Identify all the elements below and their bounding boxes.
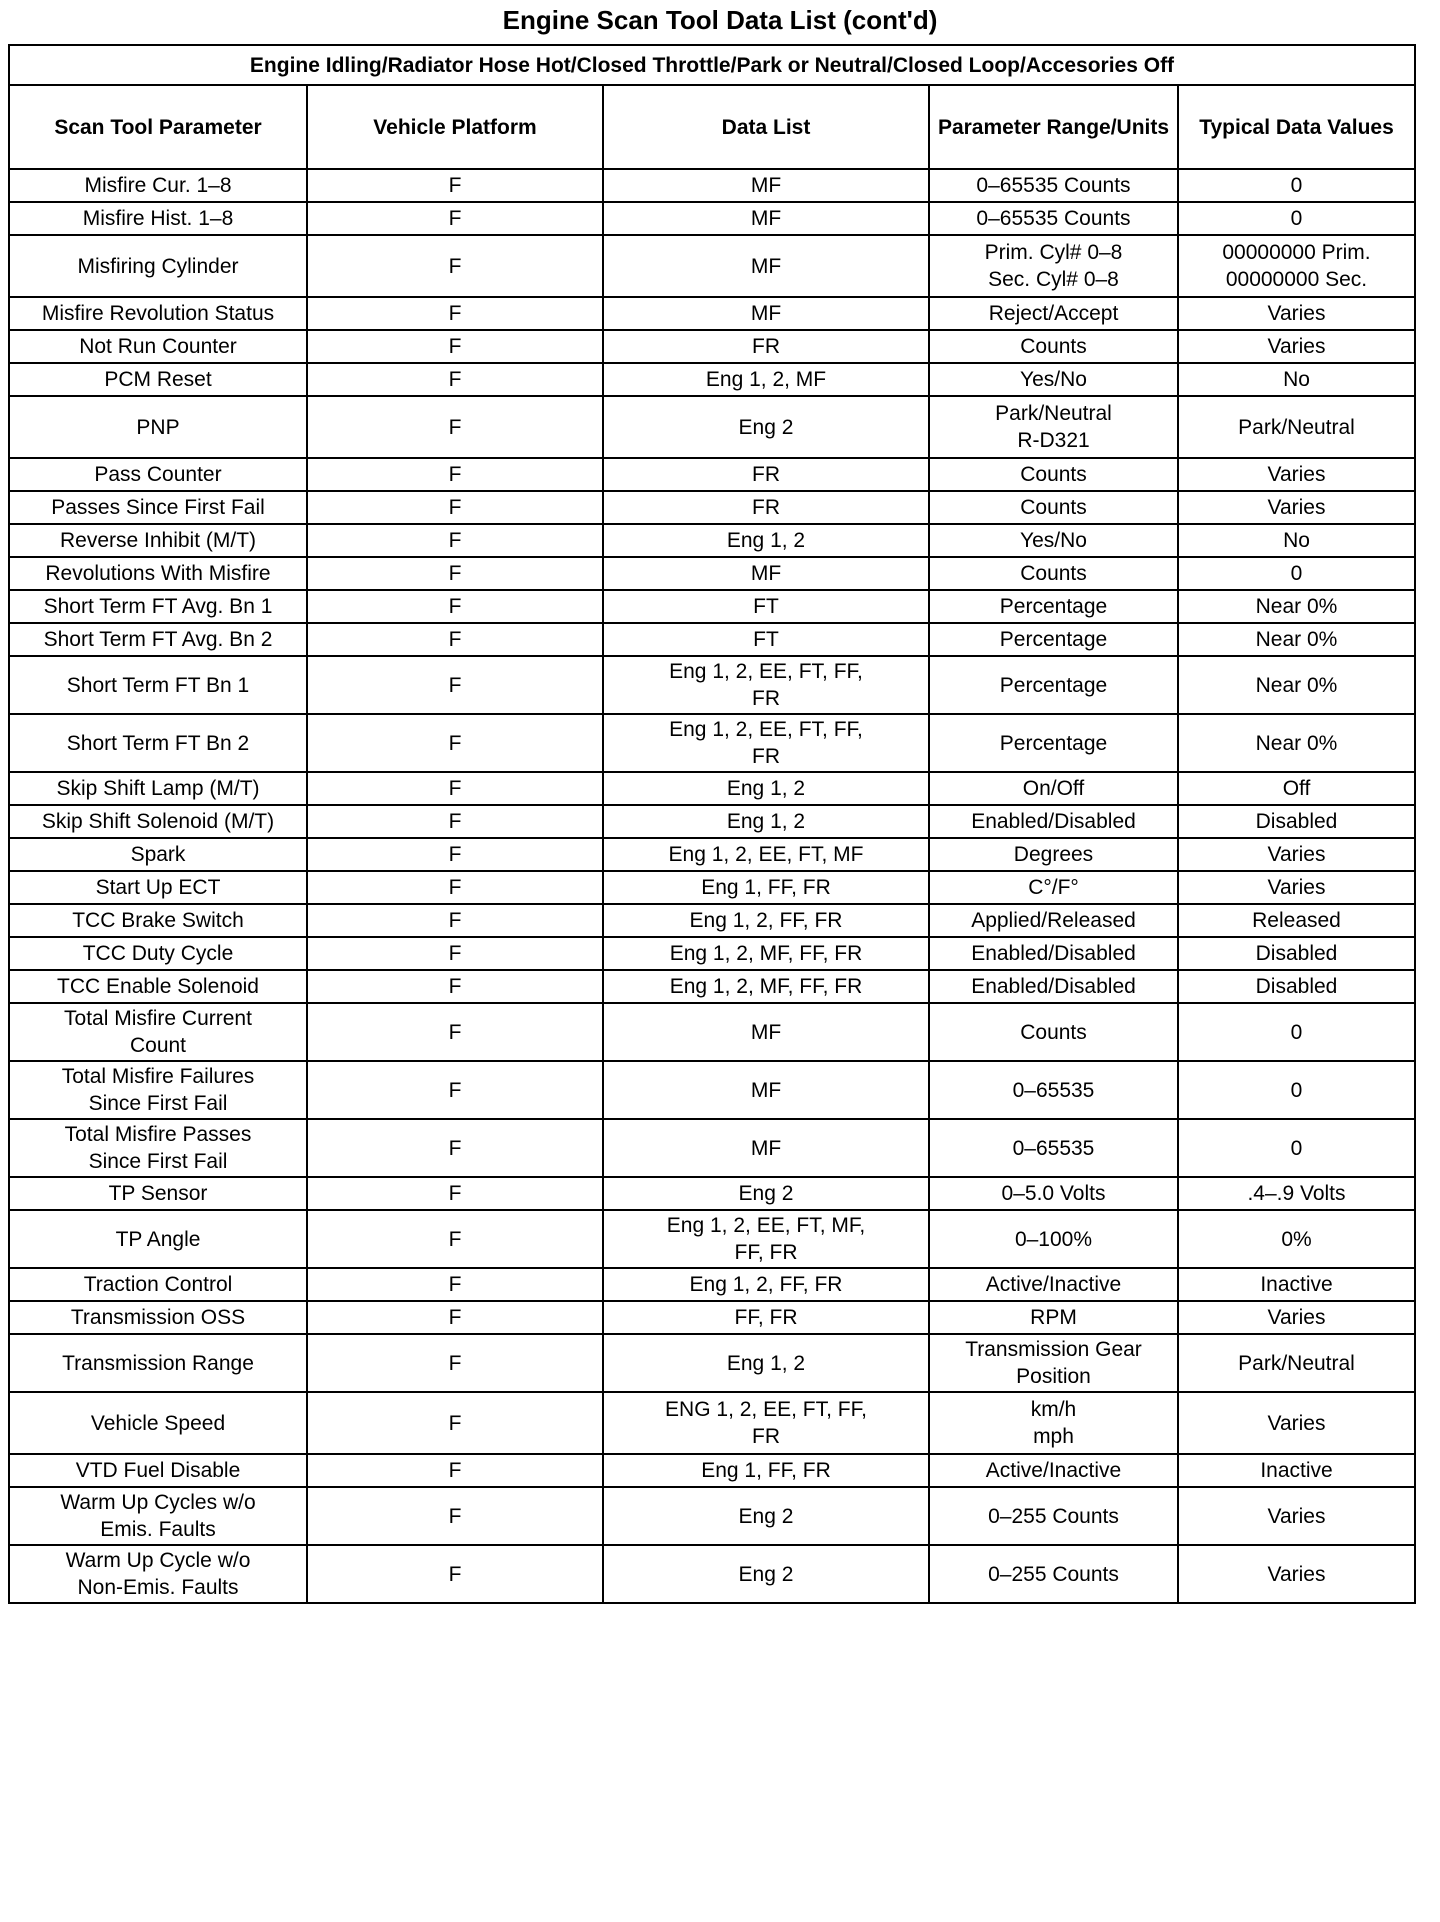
- platform-cell: F: [307, 970, 603, 1003]
- data-list-cell: Eng 1, 2, EE, FT, MF: [603, 838, 929, 871]
- platform-cell: F: [307, 202, 603, 235]
- range-units-cell: On/Off: [929, 772, 1178, 805]
- parameter-cell: Reverse Inhibit (M/T): [9, 524, 307, 557]
- platform-cell: F: [307, 297, 603, 330]
- table-row: [9, 1487, 1415, 1545]
- parameter-cell-line: Non-Emis. Faults: [77, 1576, 239, 1599]
- range-units-cell: Percentage: [929, 714, 1178, 772]
- data-list-cell: [603, 1392, 929, 1454]
- parameter-cell: Pass Counter: [9, 458, 307, 491]
- parameter-cell: TCC Enable Solenoid: [9, 970, 307, 1003]
- typical-value-cell: .4–.9 Volts: [1178, 1177, 1415, 1210]
- parameter-cell-line: Count: [129, 1034, 187, 1057]
- parameter-cell: [9, 1545, 307, 1603]
- range-units-cell: Reject/Accept: [929, 297, 1178, 330]
- table-row: [9, 458, 1415, 491]
- platform-cell: F: [307, 1301, 603, 1334]
- data-list-cell: Eng 2: [603, 1177, 929, 1210]
- parameter-cell-line: Emis. Faults: [100, 1518, 216, 1541]
- table-row: [9, 1392, 1415, 1454]
- conditions-header: Engine Idling/Radiator Hose Hot/Closed Throttle/Park or Neutral/Closed Loop/Accesories Off: [9, 45, 1415, 85]
- platform-cell: F: [307, 235, 603, 297]
- table-row: [9, 904, 1415, 937]
- range-units-cell: Counts: [929, 330, 1178, 363]
- typical-value-cell: No: [1178, 363, 1415, 396]
- range-units-cell: Degrees: [929, 838, 1178, 871]
- range-units-cell: Enabled/Disabled: [929, 805, 1178, 838]
- column-header: Vehicle Platform: [307, 85, 603, 169]
- range-units-cell: 0–5.0 Volts: [929, 1177, 1178, 1210]
- data-list-cell: Eng 1, 2, MF: [603, 363, 929, 396]
- parameter-cell: [9, 1119, 307, 1177]
- typical-value-cell: Varies: [1178, 297, 1415, 330]
- typical-value-cell: 0: [1178, 557, 1415, 590]
- range-units-cell-line: mph: [1033, 1425, 1074, 1448]
- parameter-cell: Passes Since First Fail: [9, 491, 307, 524]
- data-list-cell: FR: [603, 491, 929, 524]
- platform-cell: F: [307, 169, 603, 202]
- range-units-cell: 0–65535 Counts: [929, 169, 1178, 202]
- range-units-cell: Percentage: [929, 656, 1178, 714]
- range-units-cell: [929, 235, 1178, 297]
- parameter-cell: Not Run Counter: [9, 330, 307, 363]
- data-list-cell: [603, 1210, 929, 1268]
- typical-value-cell: 0%: [1178, 1210, 1415, 1268]
- table-row: [9, 656, 1415, 714]
- data-list-cell: Eng 2: [603, 1487, 929, 1545]
- table-row: [9, 805, 1415, 838]
- range-units-cell: [929, 1392, 1178, 1454]
- platform-cell: F: [307, 1487, 603, 1545]
- data-list-cell: FF, FR: [603, 1301, 929, 1334]
- platform-cell: F: [307, 904, 603, 937]
- range-units-cell: Counts: [929, 557, 1178, 590]
- parameter-cell: Vehicle Speed: [9, 1392, 307, 1454]
- platform-cell: F: [307, 772, 603, 805]
- platform-cell: F: [307, 458, 603, 491]
- typical-value-cell: Varies: [1178, 1545, 1415, 1603]
- data-list-cell: FT: [603, 623, 929, 656]
- range-units-cell: Counts: [929, 458, 1178, 491]
- range-units-cell: RPM: [929, 1301, 1178, 1334]
- parameter-cell: [9, 1061, 307, 1119]
- data-list-cell: FT: [603, 590, 929, 623]
- parameter-cell: Short Term FT Avg. Bn 2: [9, 623, 307, 656]
- table-row: [9, 202, 1415, 235]
- parameter-cell-line: Since First Fail: [88, 1092, 228, 1115]
- parameter-cell: Short Term FT Avg. Bn 1: [9, 590, 307, 623]
- data-list-cell: Eng 1, 2, MF, FF, FR: [603, 970, 929, 1003]
- typical-value-cell: Near 0%: [1178, 590, 1415, 623]
- data-list-cell: Eng 1, 2: [603, 1334, 929, 1392]
- typical-value-cell: Inactive: [1178, 1454, 1415, 1487]
- range-units-cell: Active/Inactive: [929, 1268, 1178, 1301]
- parameter-cell-line: Total Misfire Passes: [64, 1123, 252, 1146]
- typical-value-cell: 0: [1178, 1119, 1415, 1177]
- parameter-cell: Skip Shift Lamp (M/T): [9, 772, 307, 805]
- data-list-cell: MF: [603, 202, 929, 235]
- table-row: [9, 557, 1415, 590]
- data-list-cell: [603, 714, 929, 772]
- table-row: [9, 1301, 1415, 1334]
- range-units-cell: 0–100%: [929, 1210, 1178, 1268]
- platform-cell: F: [307, 1003, 603, 1061]
- typical-value-cell-line: 00000000 Prim.: [1222, 241, 1371, 264]
- range-units-cell: C°/F°: [929, 871, 1178, 904]
- data-list-cell: MF: [603, 1003, 929, 1061]
- platform-cell: F: [307, 1210, 603, 1268]
- table-row: [9, 1061, 1415, 1119]
- parameter-cell-line: Warm Up Cycles w/o: [60, 1491, 256, 1514]
- range-units-cell-line: Position: [1016, 1365, 1091, 1388]
- range-units-cell: Counts: [929, 491, 1178, 524]
- platform-cell: F: [307, 805, 603, 838]
- table-row: [9, 1210, 1415, 1268]
- data-list-cell-line: FR: [752, 745, 780, 768]
- table-row: [9, 970, 1415, 1003]
- data-list-cell-line: Eng 1, 2, EE, FT, FF,: [669, 660, 863, 683]
- parameter-cell: Traction Control: [9, 1268, 307, 1301]
- platform-cell: F: [307, 1392, 603, 1454]
- typical-value-cell: Inactive: [1178, 1268, 1415, 1301]
- parameter-cell: Misfire Hist. 1–8: [9, 202, 307, 235]
- range-units-cell: Yes/No: [929, 363, 1178, 396]
- parameter-cell: Transmission OSS: [9, 1301, 307, 1334]
- data-list-cell: MF: [603, 1119, 929, 1177]
- data-list-cell: [603, 656, 929, 714]
- range-units-cell: [929, 396, 1178, 458]
- data-list-cell-line: FR: [752, 687, 780, 710]
- typical-value-cell-line: 00000000 Sec.: [1225, 268, 1368, 291]
- table-row: [9, 1003, 1415, 1061]
- column-header: Scan Tool Parameter: [9, 85, 307, 169]
- parameter-cell: VTD Fuel Disable: [9, 1454, 307, 1487]
- data-list-cell: Eng 1, 2, MF, FF, FR: [603, 937, 929, 970]
- data-list-cell-line: Eng 1, 2, EE, FT, FF,: [669, 718, 863, 741]
- data-list-cell: MF: [603, 557, 929, 590]
- typical-value-cell: Park/Neutral: [1178, 396, 1415, 458]
- range-units-cell-line: Park/Neutral: [995, 402, 1112, 425]
- typical-value-cell: Varies: [1178, 1392, 1415, 1454]
- table-row: [9, 491, 1415, 524]
- data-list-cell: Eng 1, 2, FF, FR: [603, 1268, 929, 1301]
- data-list-cell: FR: [603, 458, 929, 491]
- platform-cell: F: [307, 656, 603, 714]
- range-units-cell: Yes/No: [929, 524, 1178, 557]
- platform-cell: F: [307, 1061, 603, 1119]
- typical-value-cell: 0: [1178, 169, 1415, 202]
- typical-value-cell: Near 0%: [1178, 623, 1415, 656]
- parameter-cell: TP Angle: [9, 1210, 307, 1268]
- parameter-cell-line: Warm Up Cycle w/o: [65, 1549, 251, 1572]
- platform-cell: F: [307, 1268, 603, 1301]
- table-row: [9, 871, 1415, 904]
- typical-value-cell: Released: [1178, 904, 1415, 937]
- parameter-cell: PNP: [9, 396, 307, 458]
- platform-cell: F: [307, 491, 603, 524]
- platform-cell: F: [307, 623, 603, 656]
- table-row: [9, 1334, 1415, 1392]
- typical-value-cell: 0: [1178, 202, 1415, 235]
- data-list-cell: FR: [603, 330, 929, 363]
- table-row: [9, 623, 1415, 656]
- typical-value-cell: No: [1178, 524, 1415, 557]
- table-row: [9, 838, 1415, 871]
- data-list-cell: MF: [603, 235, 929, 297]
- table-row: [9, 772, 1415, 805]
- page-title: Engine Scan Tool Data List (cont'd): [502, 5, 938, 35]
- platform-cell: F: [307, 396, 603, 458]
- platform-cell: F: [307, 1177, 603, 1210]
- typical-value-cell: Varies: [1178, 491, 1415, 524]
- parameter-cell: TP Sensor: [9, 1177, 307, 1210]
- platform-cell: F: [307, 590, 603, 623]
- range-units-cell-line: Prim. Cyl# 0–8: [984, 241, 1123, 264]
- platform-cell: F: [307, 1545, 603, 1603]
- data-list-cell: Eng 1, FF, FR: [603, 1454, 929, 1487]
- range-units-cell: Enabled/Disabled: [929, 970, 1178, 1003]
- parameter-cell: PCM Reset: [9, 363, 307, 396]
- data-list-cell: Eng 1, 2: [603, 772, 929, 805]
- range-units-cell: 0–255 Counts: [929, 1545, 1178, 1603]
- parameter-cell: Short Term FT Bn 2: [9, 714, 307, 772]
- range-units-cell: Applied/Released: [929, 904, 1178, 937]
- platform-cell: F: [307, 1119, 603, 1177]
- platform-cell: F: [307, 1454, 603, 1487]
- data-list-cell: MF: [603, 169, 929, 202]
- parameter-cell: TCC Brake Switch: [9, 904, 307, 937]
- range-units-cell-line: Sec. Cyl# 0–8: [988, 268, 1119, 291]
- data-list-cell: Eng 2: [603, 396, 929, 458]
- table-row: [9, 396, 1415, 458]
- platform-cell: F: [307, 557, 603, 590]
- range-units-cell: Percentage: [929, 590, 1178, 623]
- typical-value-cell: Off: [1178, 772, 1415, 805]
- data-list-cell-line: FF, FR: [734, 1241, 798, 1264]
- platform-cell: F: [307, 330, 603, 363]
- data-list-cell: MF: [603, 1061, 929, 1119]
- table-row: [9, 297, 1415, 330]
- table-row: [9, 1177, 1415, 1210]
- range-units-cell-line: R-D321: [1017, 429, 1090, 452]
- table-row: [9, 330, 1415, 363]
- parameter-cell: [9, 1003, 307, 1061]
- table-row: [9, 937, 1415, 970]
- platform-cell: F: [307, 838, 603, 871]
- parameter-cell-line: Total Misfire Failures: [61, 1065, 255, 1088]
- range-units-cell-line: Transmission Gear: [965, 1338, 1142, 1361]
- parameter-cell-line: Total Misfire Current: [64, 1007, 252, 1030]
- parameter-cell: Misfiring Cylinder: [9, 235, 307, 297]
- range-units-cell: Counts: [929, 1003, 1178, 1061]
- platform-cell: F: [307, 937, 603, 970]
- parameter-cell: Misfire Cur. 1–8: [9, 169, 307, 202]
- range-units-cell: 0–65535: [929, 1119, 1178, 1177]
- parameter-cell: Transmission Range: [9, 1334, 307, 1392]
- platform-cell: F: [307, 363, 603, 396]
- range-units-cell-line: km/h: [1030, 1398, 1077, 1421]
- parameter-cell-line: Since First Fail: [88, 1150, 228, 1173]
- data-list-cell-line: ENG 1, 2, EE, FT, FF,: [665, 1398, 867, 1421]
- platform-cell: F: [307, 1334, 603, 1392]
- parameter-cell: TCC Duty Cycle: [9, 937, 307, 970]
- data-list-cell: Eng 1, 2: [603, 805, 929, 838]
- table-row: [9, 524, 1415, 557]
- table-row: [9, 235, 1415, 297]
- typical-value-cell: [1178, 235, 1415, 297]
- data-list-cell: Eng 1, 2, FF, FR: [603, 904, 929, 937]
- data-list-cell-line: Eng 1, 2, EE, FT, MF,: [666, 1214, 866, 1237]
- data-list-cell: Eng 1, FF, FR: [603, 871, 929, 904]
- range-units-cell: 0–65535 Counts: [929, 202, 1178, 235]
- data-list-cell: Eng 1, 2: [603, 524, 929, 557]
- typical-value-cell: Park/Neutral: [1178, 1334, 1415, 1392]
- table-row: [9, 169, 1415, 202]
- table-row: [9, 590, 1415, 623]
- typical-value-cell: Disabled: [1178, 937, 1415, 970]
- typical-value-cell: Near 0%: [1178, 714, 1415, 772]
- column-header: Data List: [603, 85, 929, 169]
- typical-value-cell: 0: [1178, 1061, 1415, 1119]
- range-units-cell: 0–65535: [929, 1061, 1178, 1119]
- scan-tool-data-table: [8, 44, 1416, 1604]
- range-units-cell: Enabled/Disabled: [929, 937, 1178, 970]
- parameter-cell: [9, 1487, 307, 1545]
- typical-value-cell: Varies: [1178, 1487, 1415, 1545]
- range-units-cell: 0–255 Counts: [929, 1487, 1178, 1545]
- typical-value-cell: Varies: [1178, 838, 1415, 871]
- parameter-cell: Start Up ECT: [9, 871, 307, 904]
- typical-value-cell: Varies: [1178, 458, 1415, 491]
- parameter-cell: Spark: [9, 838, 307, 871]
- table-row: [9, 1119, 1415, 1177]
- parameter-cell: Skip Shift Solenoid (M/T): [9, 805, 307, 838]
- table-row: [9, 1545, 1415, 1603]
- parameter-cell: Misfire Revolution Status: [9, 297, 307, 330]
- typical-value-cell: Disabled: [1178, 805, 1415, 838]
- range-units-cell: Percentage: [929, 623, 1178, 656]
- data-list-cell: MF: [603, 297, 929, 330]
- column-header: Typical Data Values: [1178, 85, 1415, 169]
- table-row: [9, 1454, 1415, 1487]
- typical-value-cell: 0: [1178, 1003, 1415, 1061]
- data-list-cell: Eng 2: [603, 1545, 929, 1603]
- typical-value-cell: Varies: [1178, 871, 1415, 904]
- parameter-cell: Revolutions With Misfire: [9, 557, 307, 590]
- table-body: [9, 169, 1415, 1603]
- platform-cell: F: [307, 524, 603, 557]
- parameter-cell: Short Term FT Bn 1: [9, 656, 307, 714]
- table-row: [9, 714, 1415, 772]
- typical-value-cell: Disabled: [1178, 970, 1415, 1003]
- table-row: [9, 1268, 1415, 1301]
- data-list-cell-line: FR: [752, 1425, 780, 1448]
- range-units-cell: Active/Inactive: [929, 1454, 1178, 1487]
- typical-value-cell: Varies: [1178, 1301, 1415, 1334]
- typical-value-cell: Varies: [1178, 330, 1415, 363]
- range-units-cell: [929, 1334, 1178, 1392]
- platform-cell: F: [307, 871, 603, 904]
- typical-value-cell: Near 0%: [1178, 656, 1415, 714]
- table-row: [9, 363, 1415, 396]
- column-header: Parameter Range/Units: [929, 85, 1178, 169]
- platform-cell: F: [307, 714, 603, 772]
